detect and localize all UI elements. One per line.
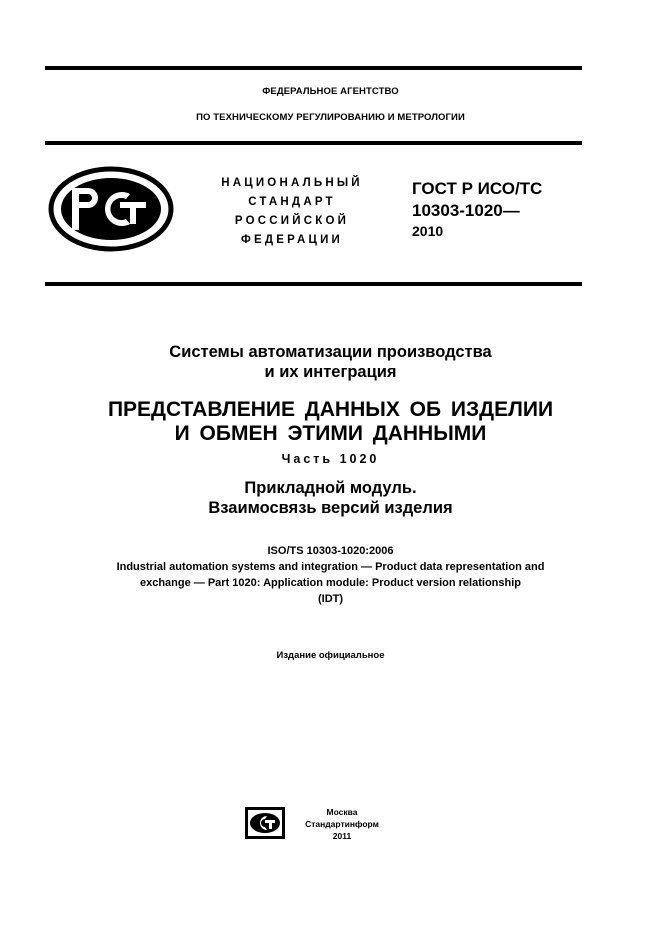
national-line-2: СТАНДАРТ <box>248 196 336 208</box>
gost-line-3: 2010 <box>412 223 444 239</box>
top-rule <box>45 66 582 70</box>
agency-line-2: ПО ТЕХНИЧЕСКОМУ РЕГУЛИРОВАНИЮ И МЕТРОЛОГИИ <box>196 112 465 123</box>
part-label: Часть 1020 <box>281 452 380 466</box>
iso-line-2: exchange — Part 1020: Application module: Product version relationship <box>139 577 521 589</box>
national-standard-label <box>200 174 384 250</box>
gost-line-1: ГОСТ Р ИСО/ТС <box>412 179 543 198</box>
block-rule <box>45 282 582 286</box>
gost-line-2: 10303-1020— <box>412 201 520 220</box>
iso-line-1: Industrial automation systems and integration — Product data representation and <box>116 561 545 573</box>
publisher-year: 2011 <box>332 831 352 841</box>
national-line-1: НАЦИОНАЛЬНЫЙ <box>221 177 363 189</box>
agency-line-1: ФЕДЕРАЛЬНОЕ АГЕНТСТВО <box>262 86 399 97</box>
publisher-info <box>296 806 388 842</box>
national-line-4: ФЕДЕРАЦИИ <box>240 234 344 246</box>
national-line-3: РОССИЙСКОЙ <box>234 215 350 227</box>
title-line-2: и их интеграция <box>264 363 397 381</box>
title-line-1: Системы автоматизации производства <box>169 343 492 361</box>
gost-designation <box>412 178 542 240</box>
publisher-name: Стандартинформ <box>305 819 379 829</box>
edition-label: Издание официальное <box>276 650 385 661</box>
iso-line-3: (IDT) <box>317 593 344 605</box>
header-rule <box>45 141 582 145</box>
standartinform-logo-icon <box>245 807 285 844</box>
publisher-city: Москва <box>326 807 358 817</box>
main-title-line-1: ПРЕДСТАВЛЕНИЕ ДАННЫХ ОБ ИЗДЕЛИИ <box>107 398 554 421</box>
iso-code: ISO/TS 10303-1020:2006 <box>267 545 394 557</box>
subtitle-line-2: Взаимосвязь версий изделия <box>208 499 453 517</box>
main-title-line-2: И ОБМЕН ЭТИМИ ДАННЫМИ <box>174 422 487 445</box>
subtitle-line-1: Прикладной модуль. <box>244 479 417 497</box>
rst-emblem-icon <box>48 166 174 257</box>
